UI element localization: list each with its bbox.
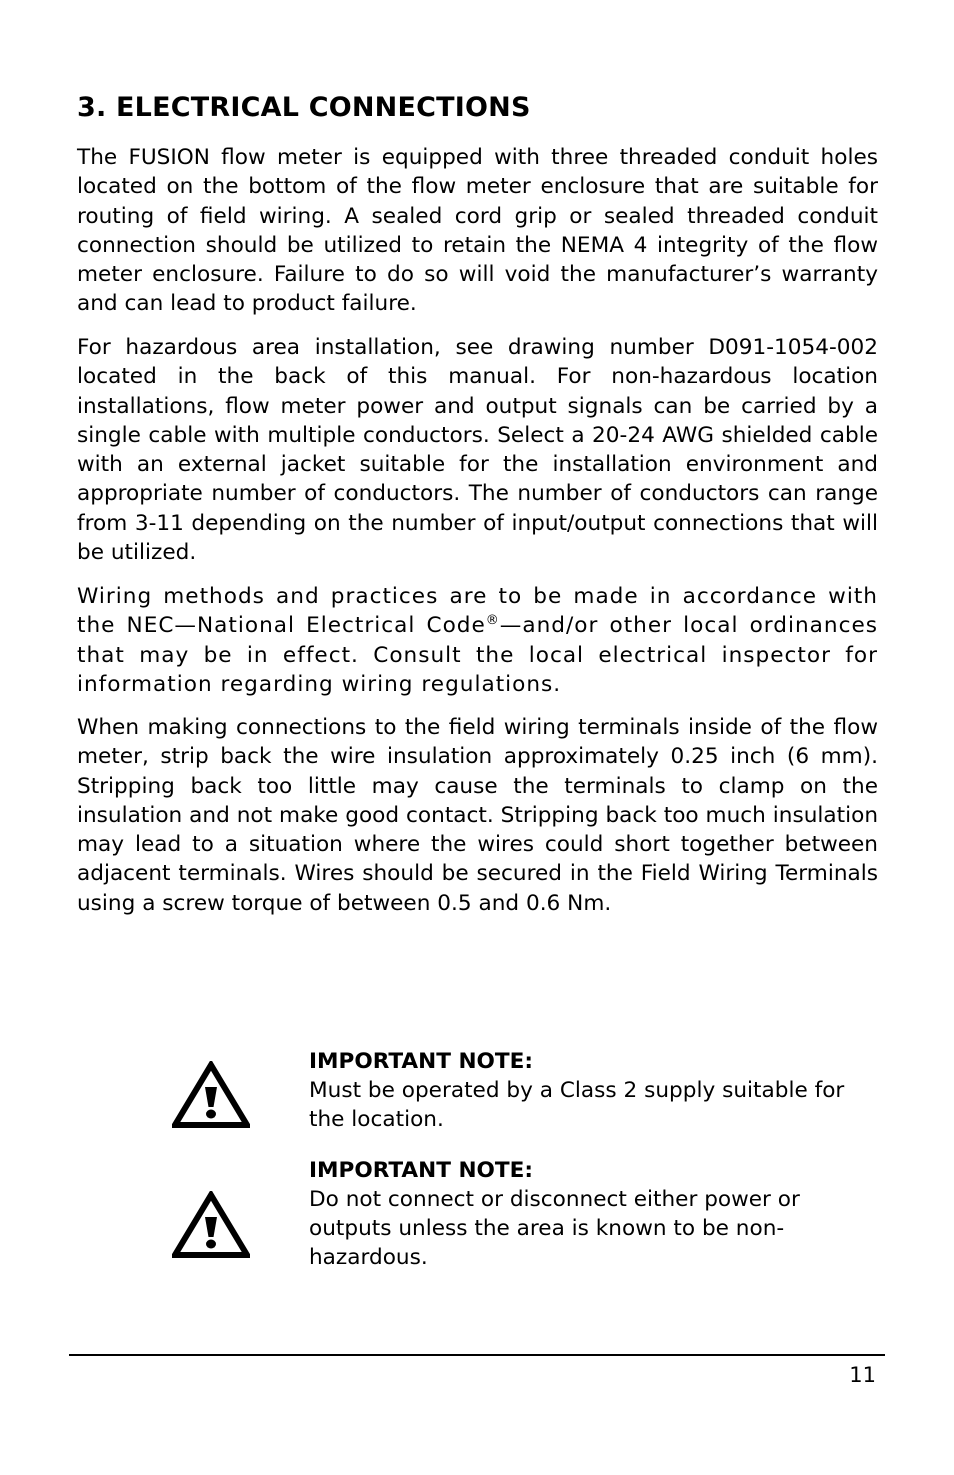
wiring-methods-text-end: —and/or other local ordinances that may be in effect. Consult the local electrical inspector for information regarding wiring regulations. <box>77 613 878 697</box>
registered-mark: ® <box>485 613 500 629</box>
note-title: IMPORTANT NOTE: <box>309 1158 533 1183</box>
note-title: IMPORTANT NOTE: <box>309 1049 533 1074</box>
paragraph-wiring-methods <box>77 582 878 699</box>
note-body: Do not connect or disconnect either power or outputs unless the area is known to be non-hazardous. <box>309 1187 800 1270</box>
paragraph-hazardous-installation: For hazardous area installation, see drawing number D091-1054-002 located in the back of this manual. For non-hazardous location installations, flow meter power and output signals can be carried by a single cable with multiple conductors. Select a 20-24 AWG shielded cable with an external jacket suitable for the installation environment and appropriate number of conductors. The number of conductors can range from 3-11 depending on the number of input/output connections that will be utilized. <box>77 335 878 566</box>
warning-triangle-icon <box>172 1191 250 1259</box>
note-body: Must be operated by a Class 2 supply suitable for the location. <box>309 1078 845 1132</box>
footer-divider <box>69 1354 885 1356</box>
paragraph-field-wiring-terminals: When making connections to the field wiring terminals inside of the flow meter, strip back the wire insulation approximately 0.25 inch (6 mm). Stripping back too little may cause the terminals to clamp on the insulation and not make good contact. Stripping back too much insulation may lead to a situation where the wires could short together between adjacent terminals. Wires should be secured in the Field Wiring Terminals using a screw torque of between 0.5 and 0.6 Nm. <box>77 715 878 916</box>
wiring-methods-text-start: Wiring methods and practices are to be made in accordance with the NEC—National Electrical Code <box>77 584 878 639</box>
important-note-non-hazardous <box>309 1156 879 1272</box>
page-number: 11 <box>849 1363 876 1387</box>
warning-triangle-icon <box>172 1061 250 1129</box>
paragraph-conduit-holes: The FUSION flow meter is equipped with three threaded conduit holes located on the bottom of the flow meter enclosure that are suitable for routing of field wiring. A sealed cord grip or sealed threaded conduit connection should be utilized to retain the NEMA 4 integrity of the flow meter enclosure. Failure to do so will void the manufacturer’s warranty and can lead to product failure. <box>77 145 878 317</box>
important-note-class-2-supply <box>309 1047 879 1134</box>
section-heading: 3. ELECTRICAL CONNECTIONS <box>77 92 531 123</box>
